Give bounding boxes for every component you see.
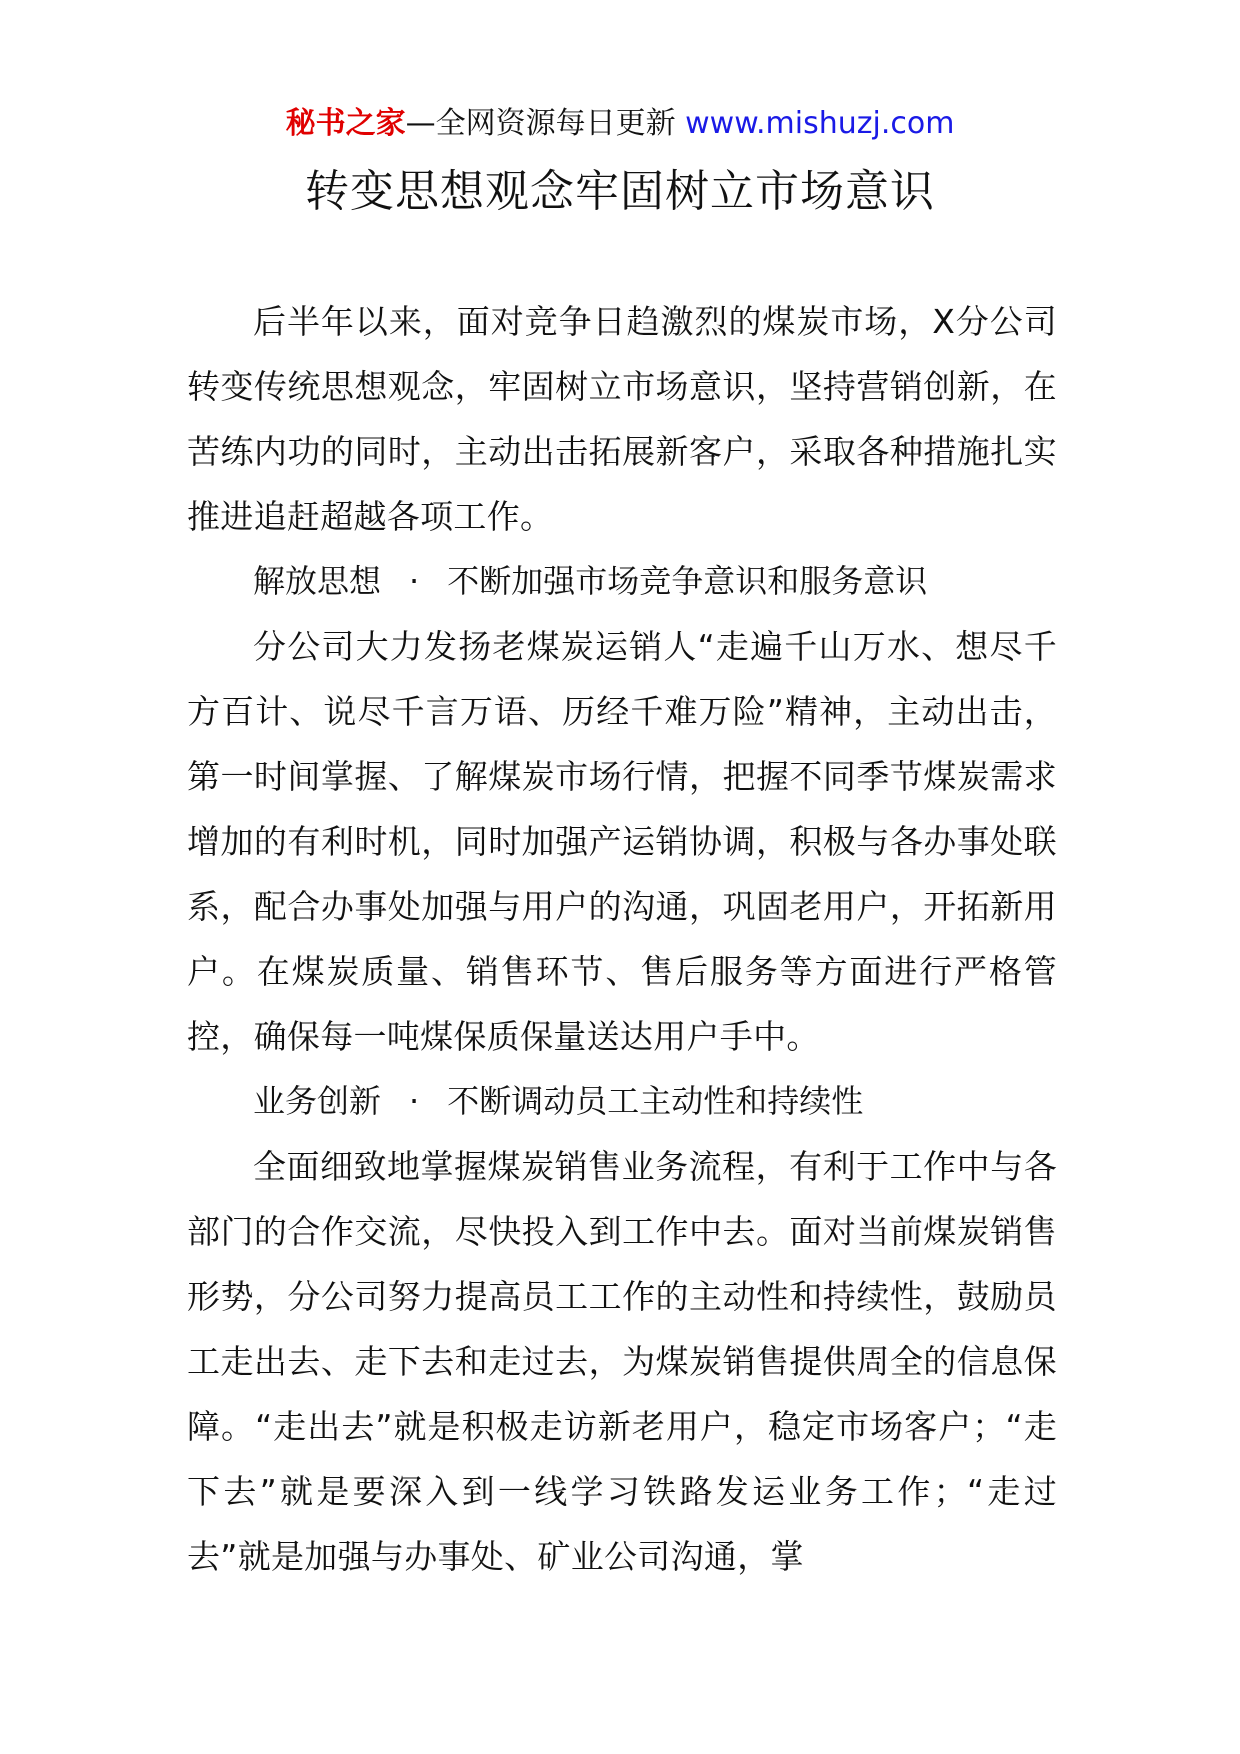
site-url-link[interactable]: www.mishuzj.com [685,106,955,141]
section-2-paragraph: 全面细致地掌握煤炭销售业务流程，有利于工作中与各部门的合作交流，尽快投入到工作中去。面对当前煤炭销售形势，分公司努力提高员工工作的主动性和持续性，鼓励员工走出去、走下去和走过去，为煤炭销售提供周全的信息保障。“走出去”就是积极走访新老用户，稳定市场客户；“走下去”就是要深入到一线学习铁路发运业务工作；“走过去”就是加强与办事处、矿业公司沟通，掌 [187,1147,1057,1576]
section-heading-1 [187,549,1057,614]
section-heading-separator: · [409,562,420,600]
section-heading-lead: 业务创新 [253,1082,382,1120]
section-heading-lead: 解放思想 [253,562,382,600]
section-heading-topic: 不断调动员工主动性和持续性 [447,1082,864,1120]
banner-slogan: —全网资源每日更新 [405,106,686,141]
intro-paragraph: 后半年以来，面对竞争日趋激烈的煤炭市场，X分公司转变传统思想观念，牢固树立市场意识，坚持营销创新，在苦练内功的同时，主动出击拓展新客户，采取各种措施扎实推进追赶超越各项工作。 [187,302,1057,536]
section-heading-2 [187,1069,1057,1134]
section-heading-topic: 不断加强市场竞争意识和服务意识 [447,562,928,600]
document-body [187,289,1057,1589]
document-title: 转变思想观念牢固树立市场意识 [305,166,935,217]
section-1-paragraph: 分公司大力发扬老煤炭运销人“走遍千山万水、想尽千方百计、说尽千言万语、历经千难万险”精神，主动出击，第一时间掌握、了解煤炭市场行情，把握不同季节煤炭需求增加的有利时机，同时加强产运销协调，积极与各办事处联系，配合办事处加强与用户的沟通，巩固老用户，开拓新用户。在煤炭质量、销售环节、售后服务等方面进行严格管控，确保每一吨煤保质保量送达用户手中。 [187,627,1057,1056]
section-heading-separator: · [409,1082,420,1120]
brand-name: 秘书之家 [285,106,406,141]
site-banner [0,100,1240,148]
